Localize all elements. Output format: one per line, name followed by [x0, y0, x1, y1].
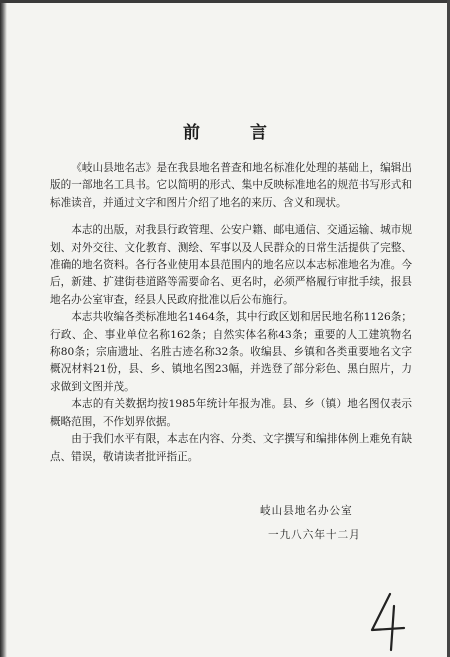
paragraph-1: 《岐山县地名志》是在我县地名普查和地名标准化处理的基础上，编辑出版的一部地名工具书。它以简明的形式、集中反映标准地名的规范书写形式和标准读音，并通过文字和图片介绍了地名的来历、含义和现状。 [50, 162, 412, 209]
signature-date: 一九八六年十二月 [268, 529, 361, 541]
top-edge [0, 0, 450, 3]
signature-organization: 岐山县地名办公室 [260, 505, 353, 517]
binding-edge [0, 0, 7, 657]
paragraph-3: 本志共收编各类标准地名1464条，其中行政区划和居民地名称1126条；行政、企、事业单位名称162条；自然实体名称43条；重要的人工建筑物名称80条；宗庙遗址、名胜古迹名称32条。收编县、乡镇和各类重要地名文字概况材料21份，县、乡、镇地名图23幅，并选登了部分彩色、黑白照片，力求做到文图并茂。 [50, 311, 412, 393]
handwritten-page-number [360, 590, 416, 652]
preface-body [50, 160, 412, 466]
paragraph-4: 本志的有关数据均按1985年统计年报为准。县、乡（镇）地名图仅表示概略范围，不作划界依据。 [50, 398, 412, 428]
page-title: 前 言 [183, 123, 289, 143]
paragraph-2: 本志的出版，对我县行政管理、公安户籍、邮电通信、交通运输、城市规划、对外交往、文化教育、测绘、军事以及人民群众的日常生活提供了完整、准确的地名资料。各行各业使用本县范围内的地名应以本志标准地名为准。今后，新建、扩建街巷道路等需要命名、更名时，必须严格履行审批手续，报县地名办公室审查，经县人民政府批准以后公布施行。 [50, 224, 412, 306]
paragraph-5: 由于我们水平有限，本志在内容、分类、文字撰写和编排体例上难免有缺点、错误，敬请读者批评指正。 [50, 433, 412, 463]
